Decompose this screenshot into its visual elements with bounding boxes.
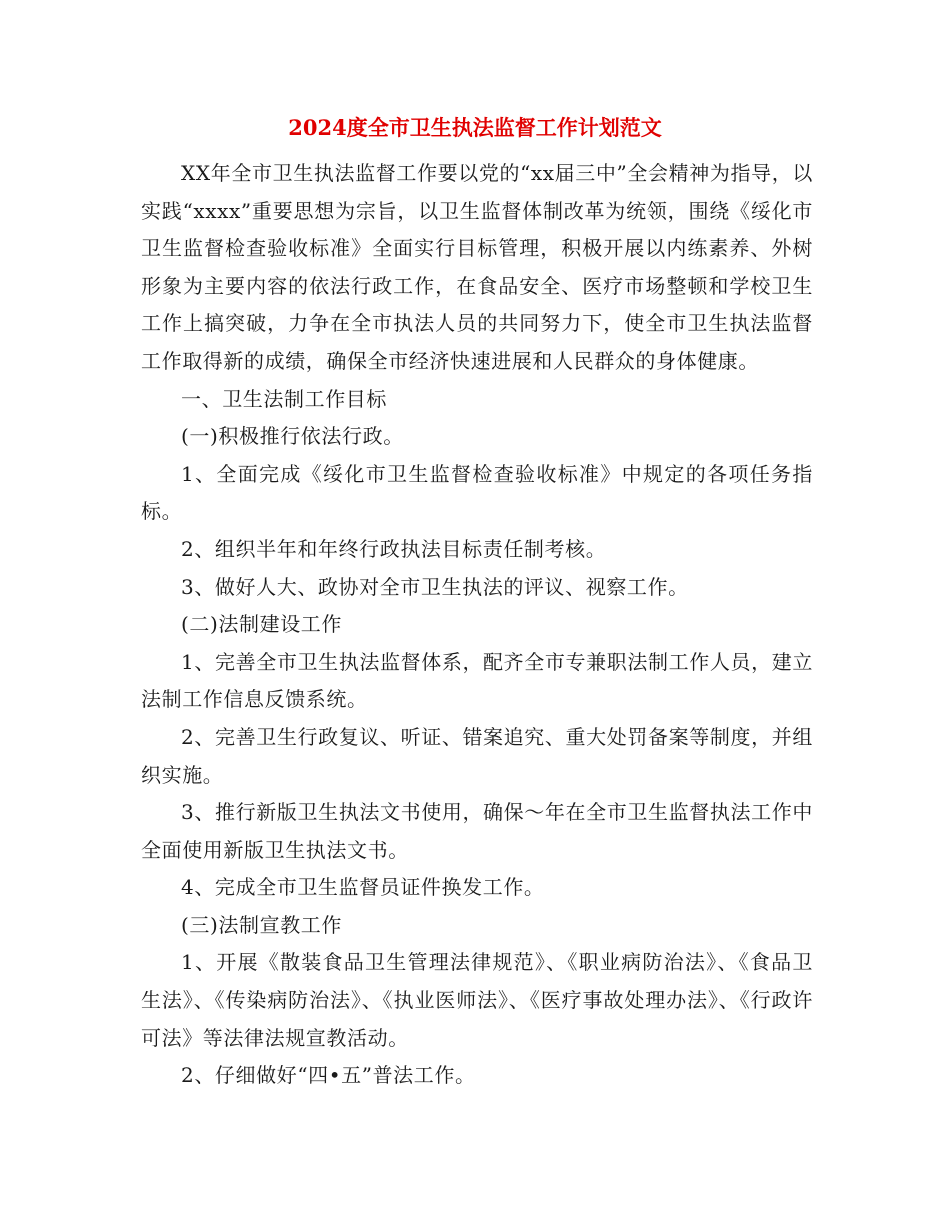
list-item: 1、全面完成《绥化市卫生监督检查验收标准》中规定的各项任务指标。 [141, 461, 813, 524]
list-item: 2、完善卫生行政复议、听证、错案追究、重大处罚备案等制度，并组织实施。 [141, 724, 813, 787]
subsection-heading: (三)法制宣教工作 [181, 912, 343, 937]
subsection-heading: (一)积极推行依法行政。 [181, 424, 404, 449]
list-item: 2、仔细做好“四•五”普法工作。 [181, 1063, 476, 1088]
list-item: 1、完善全市卫生执法监督体系，配齐全市专兼职法制工作人员，建立法制工作信息反馈系统。 [141, 649, 813, 712]
section-heading-legal-goals: 一、卫生法制工作目标 [181, 386, 387, 411]
list-item: 3、推行新版卫生执法文书使用，确保～年在全市卫生监督执法工作中全面使用新版卫生执法文书。 [141, 800, 813, 862]
list-item: 1、开展《散装食品卫生管理法律规范》、《职业病防治法》、《食品卫生法》、《传染病防治法》、《执业医师法》、《医疗事故处理办法》、《行政许可法》等法律法规宣教活动。 [141, 950, 813, 1050]
subsection-heading: (二)法制建设工作 [181, 612, 343, 637]
paragraph-intro: XX年全市卫生执法监督工作要以党的“xx届三中”全会精神为指导，以实践“xxxx”重要思想为宗旨，以卫生监督体制改革为统领，围绕《绥化市卫生监督检查验收标准》全面实行目标管理，积极开展以内练素养、外树形象为主要内容的依法行政工作，在食品安全、医疗市场整顿和学校卫生工作上搞突破，力争在全市执法人员的共同努力下，使全市卫生执法监督工作取得新的成绩，确保全市经济快速进展和人民群众的身体健康。 [141, 161, 813, 373]
list-item: 2、组织半年和年终行政执法目标责任制考核。 [181, 536, 607, 561]
document-title: 2024度全市卫生执法监督工作计划范文 [288, 115, 662, 140]
list-item: 4、完成全市卫生监督员证件换发工作。 [181, 875, 545, 900]
list-item: 3、做好人大、政协对全市卫生执法的评议、视察工作。 [181, 574, 689, 599]
document-body [141, 155, 813, 1095]
